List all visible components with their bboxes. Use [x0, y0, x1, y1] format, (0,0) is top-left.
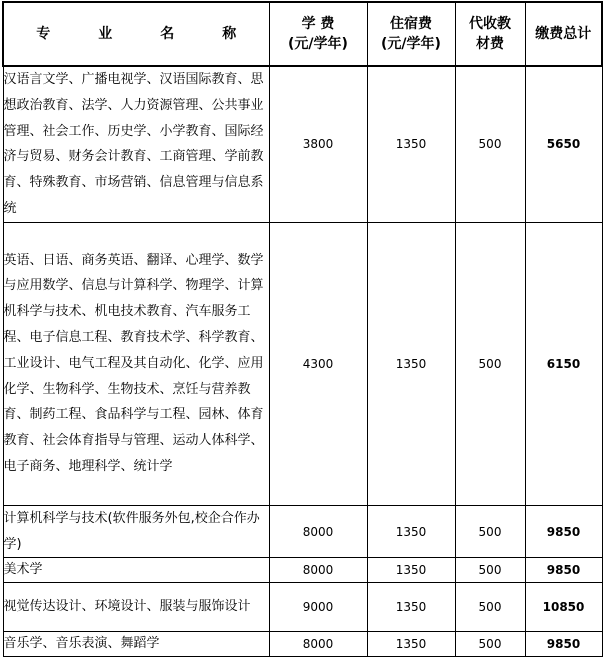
materials-cell: 500: [455, 222, 525, 505]
materials-cell: 500: [455, 583, 525, 632]
header-accommodation: [367, 2, 455, 66]
header-major-char: 业: [98, 26, 113, 42]
tuition-cell: 9000: [269, 583, 367, 632]
tuition-cell: 8000: [269, 632, 367, 657]
header-tuition-line2: (元/学年): [288, 36, 348, 52]
tuition-cell: 8000: [269, 505, 367, 558]
header-major: [3, 2, 269, 66]
tuition-cell: 3800: [269, 66, 367, 222]
total-cell: 9850: [525, 505, 602, 558]
header-accommodation-line1: 住宿费: [390, 16, 432, 32]
header-tuition: [269, 2, 367, 66]
table-row: [3, 583, 602, 632]
table-row: [3, 505, 602, 558]
fee-table: [2, 1, 603, 657]
materials-cell: 500: [455, 66, 525, 222]
header-accommodation-line2: (元/学年): [381, 36, 441, 52]
major-cell: 音乐学、音乐表演、舞蹈学: [3, 632, 269, 657]
header-materials-line2: 材费: [476, 36, 504, 52]
accommodation-cell: 1350: [367, 505, 455, 558]
materials-cell: 500: [455, 632, 525, 657]
table-row: [3, 558, 602, 583]
header-tuition-line1: 学 费: [301, 16, 335, 32]
header-major-char: 名: [160, 26, 175, 42]
major-cell: 英语、日语、商务英语、翻译、心理学、数学与应用数学、信息与计算科学、物理学、计算机科学与技术、机电技术教育、汽车服务工程、电子信息工程、教育技术学、科学教育、工业设计、电气工程及其自动化、化学、应用化学、生物科学、生物技术、烹饪与营养教育、制药工程、食品科学与工程、园林、体育教育、社会体育指导与管理、运动人体科学、电子商务、地理科学、统计学: [3, 222, 269, 505]
accommodation-cell: 1350: [367, 558, 455, 583]
total-cell: 9850: [525, 558, 602, 583]
accommodation-cell: 1350: [367, 66, 455, 222]
header-major-char: 称: [222, 26, 237, 42]
header-materials-line1: 代收教: [469, 16, 511, 32]
header-materials: [455, 2, 525, 66]
major-cell: 视觉传达设计、环境设计、服装与服饰设计: [3, 583, 269, 632]
table-header-row: [3, 2, 602, 66]
accommodation-cell: 1350: [367, 222, 455, 505]
tuition-cell: 4300: [269, 222, 367, 505]
major-cell: 计算机科学与技术(软件服务外包,校企合作办学): [3, 505, 269, 558]
total-cell: 6150: [525, 222, 602, 505]
table-row: [3, 222, 602, 505]
major-cell: 汉语言文学、广播电视学、汉语国际教育、思想政治教育、法学、人力资源管理、公共事业管理、社会工作、历史学、小学教育、国际经济与贸易、财务会计教育、工商管理、学前教育、特殊教育、市场营销、信息管理与信息系统: [3, 66, 269, 222]
materials-cell: 500: [455, 505, 525, 558]
header-total: 缴费总计: [525, 2, 602, 66]
major-cell: 美术学: [3, 558, 269, 583]
tuition-cell: 8000: [269, 558, 367, 583]
table-row: [3, 632, 602, 657]
total-cell: 10850: [525, 583, 602, 632]
accommodation-cell: 1350: [367, 583, 455, 632]
total-cell: 5650: [525, 66, 602, 222]
table-row: [3, 66, 602, 222]
accommodation-cell: 1350: [367, 632, 455, 657]
header-major-char: 专: [36, 26, 51, 42]
total-cell: 9850: [525, 632, 602, 657]
materials-cell: 500: [455, 558, 525, 583]
